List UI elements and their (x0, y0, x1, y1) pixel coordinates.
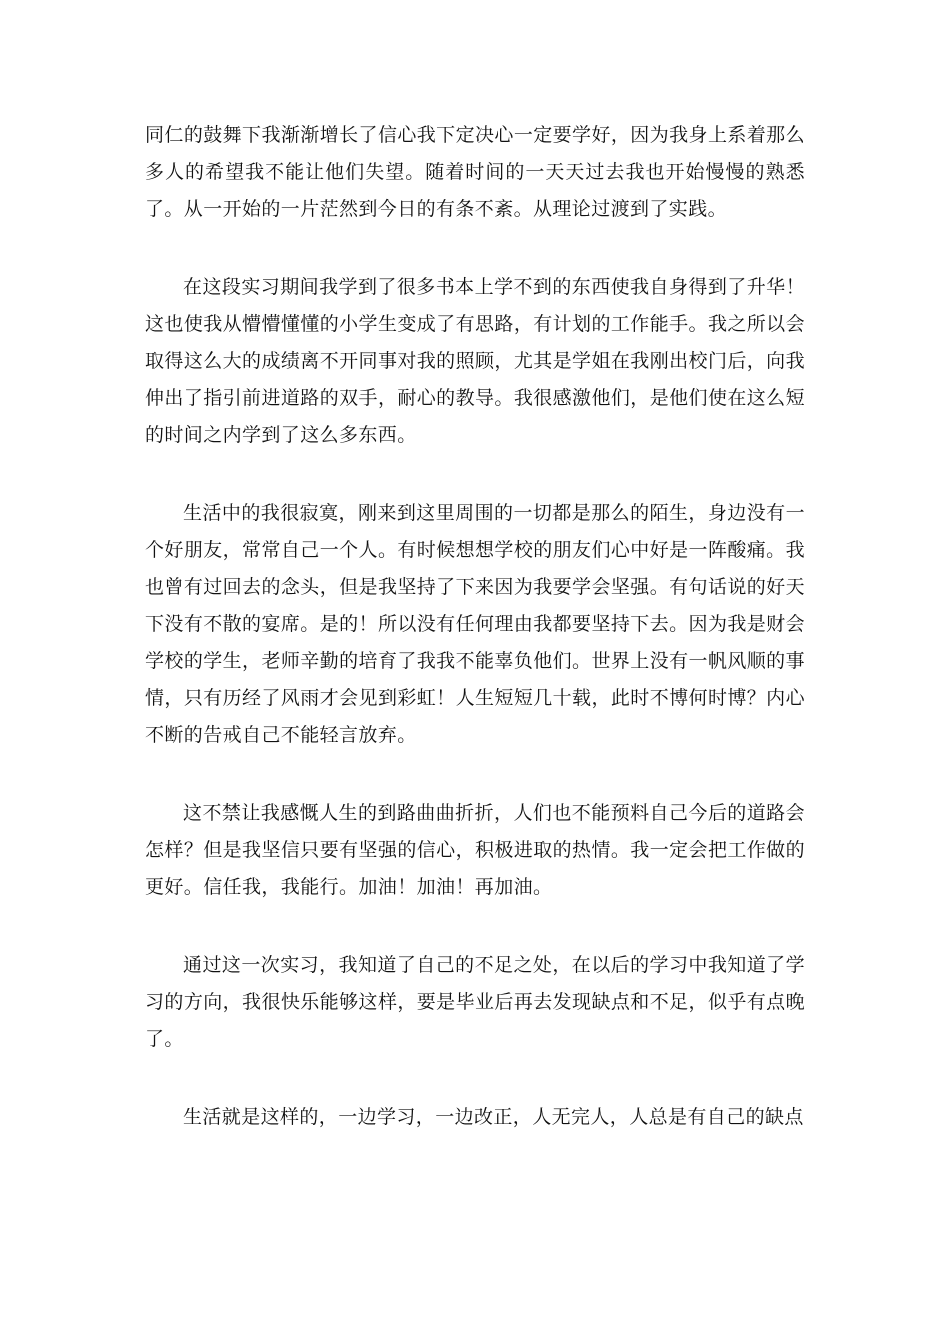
paragraph-6: 生活就是这样的，一边学习，一边改正，人无完人，人总是有自己的缺点 (183, 1106, 804, 1128)
document-body (145, 117, 805, 1177)
paragraph-1: 同仁的鼓舞下我渐渐增长了信心我下定决心一定要学好，因为我身上系着那么多人的希望我不能让他们失望。随着时间的一天天过去我也开始慢慢的熟悉了。从一开始的一片茫然到今日的有条不紊。从理论过渡到了实践。 (145, 124, 805, 220)
paragraph-5: 通过这一次实习，我知道了自己的不足之处，在以后的学习中我知道了学习的方向，我很快乐能够这样，要是毕业后再去发现缺点和不足，似乎有点晚了。 (145, 954, 805, 1050)
paragraph-3: 生活中的我很寂寞，刚来到这里周围的一切都是那么的陌生，身边没有一个好朋友，常常自己一个人。有时候想想学校的朋友们心中好是一阵酸痛。我也曾有过回去的念头，但是我坚持了下来因为我要学会坚强。有句话说的好天下没有不散的宴席。是的！所以没有任何理由我都要坚持下去。因为我是财会学校的学生，老师辛勤的培育了我我不能辜负他们。世界上没有一帆风顺的事情，只有历经了风雨才会见到彩虹！人生短短几十载，此时不博何时博？内心不断的告戒自己不能轻言放弃。 (145, 502, 805, 746)
paragraph-4: 这不禁让我感慨人生的到路曲曲折折，人们也不能预料自己今后的道路会怎样？但是我坚信只要有坚强的信心，积极进取的热情。我一定会把工作做的更好。信任我，我能行。加油！加油！再加油。 (145, 802, 805, 898)
paragraph-2: 在这段实习期间我学到了很多书本上学不到的东西使我自身得到了升华！这也使我从懵懵懂懂的小学生变成了有思路，有计划的工作能手。我之所以会取得这么大的成绩离不开同事对我的照顾，尤其是学姐在我刚出校门后，向我伸出了指引前进道路的双手，耐心的教导。我很感激他们，是他们使在这么短的时间之内学到了这么多东西。 (145, 276, 805, 446)
